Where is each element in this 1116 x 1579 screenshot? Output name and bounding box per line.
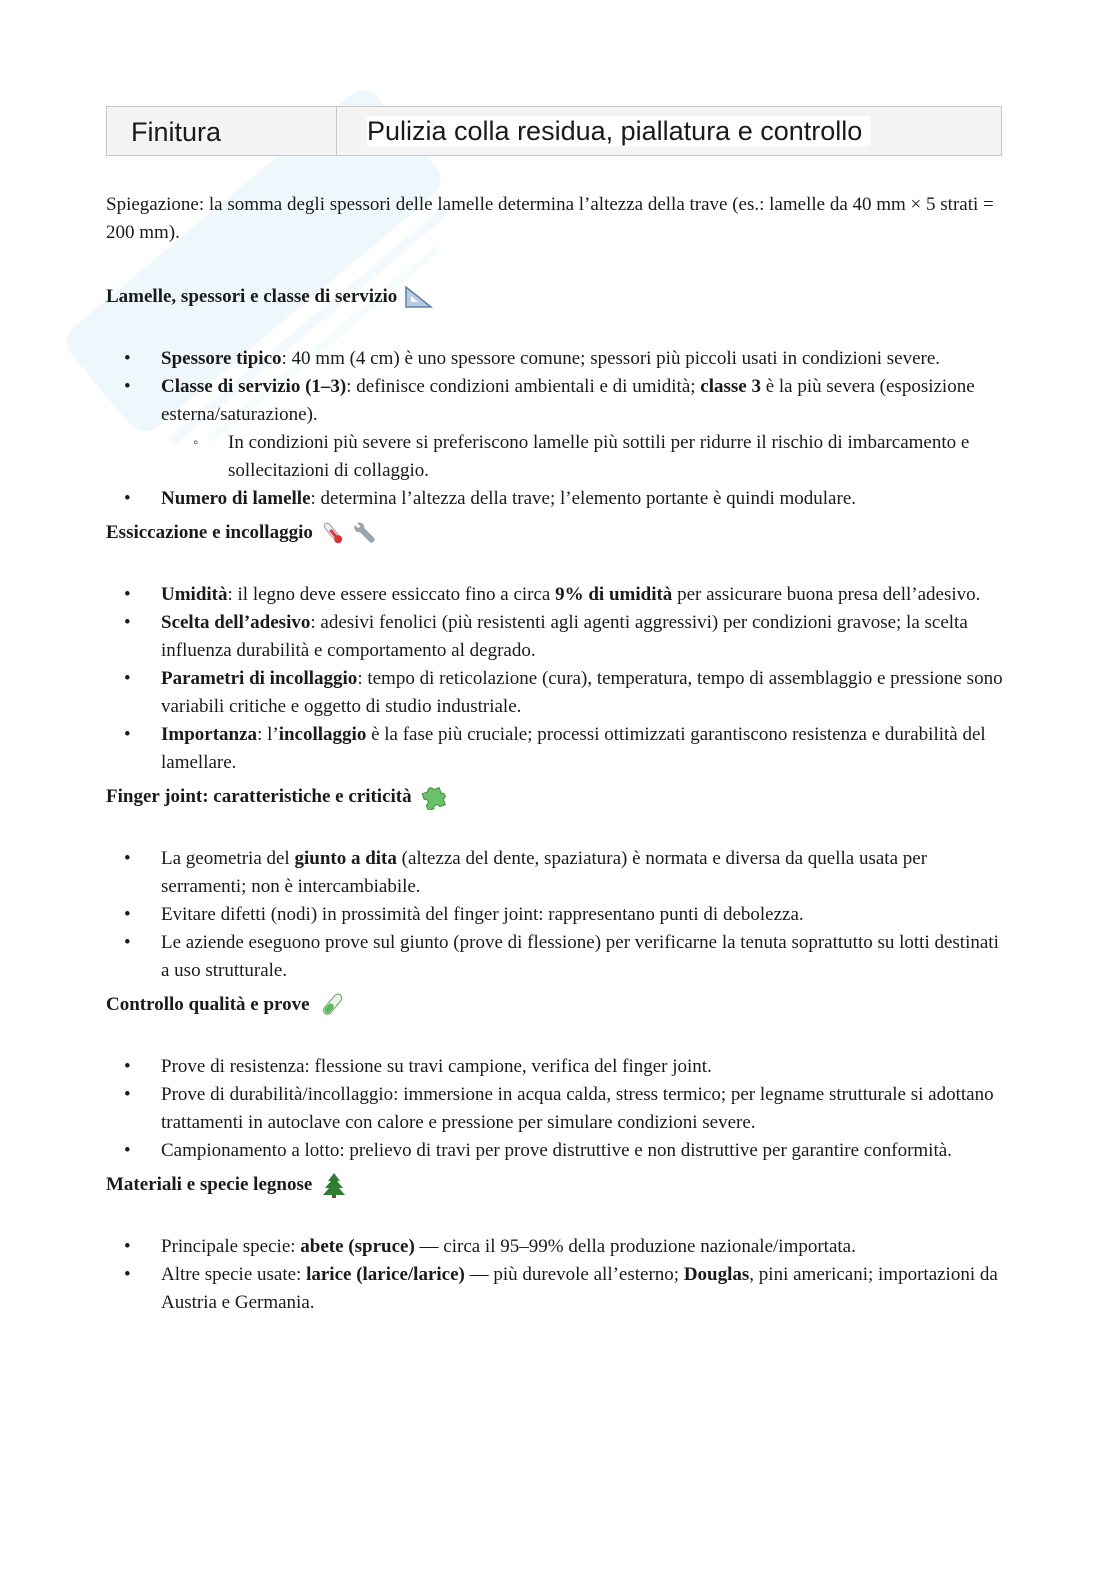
section-title-text: Materiali e specie legnose — [106, 1174, 313, 1195]
section-title-materiali — [106, 1171, 1006, 1199]
list-item: • Le aziende eseguono prove sul giunto (prove di flessione) per verificarne la tenuta soprattutto su lotti destinati a uso strutturale. — [106, 929, 1006, 985]
list-item: • Spessore tipico: 40 mm (4 cm) è uno spessore comune; spessori più piccoli usati in condizioni severe. — [106, 345, 1006, 373]
list-item: • Numero di lamelle: determina l’altezza della trave; l’elemento portante è quindi modulare. — [106, 485, 1006, 513]
list-item: • Evitare difetti (nodi) in prossimità del finger joint: rappresentano punti di debolezza. — [106, 901, 1006, 929]
list-item: • La geometria del giunto a dita (altezza del dente, spaziatura) è normata e diversa da quella usata per serramenti; non è intercambiabile. — [106, 845, 1006, 901]
test-tube-icon — [316, 992, 348, 1018]
list-item: • Campionamento a lotto: prelievo di travi per prove distruttive e non distruttive per garantire conformità. — [106, 1137, 1006, 1165]
section-title-controllo — [106, 991, 1006, 1019]
list-item: • Prove di durabilità/incollaggio: immersione in acqua calda, stress termico; per legname strutturale si adottano trattamenti in autoclave con calore e pressione per simulare condizioni severe. — [106, 1081, 1006, 1137]
section-title-text: Lamelle, spessori e classe di servizio — [106, 286, 398, 307]
section-title-text: Finger joint: caratteristiche e criticità — [106, 786, 412, 807]
list-finger-joint — [106, 845, 1006, 985]
section-title-essiccazione — [106, 519, 1006, 547]
thermometer-icon — [319, 520, 381, 546]
sub-list — [161, 429, 1006, 485]
section-title-finger-joint — [106, 783, 1006, 811]
triangle-ruler-icon — [403, 284, 435, 310]
list-item: • Scelta dell’adesivo: adesivi fenolici (più resistenti agli agenti aggressivi) per condizioni gravose; la scelta influenza durabilità e comportamento al degrado. — [106, 609, 1006, 665]
list-item: • Importanza: l’incollaggio è la fase più cruciale; processi ottimizzati garantiscono resistenza e durabilità del lamellare. — [106, 721, 1006, 777]
section-title-text: Controllo qualità e prove — [106, 994, 310, 1015]
tree-icon — [318, 1172, 350, 1198]
list-item: • Parametri di incollaggio: tempo di reticolazione (cura), temperatura, tempo di assemblaggio e pressione sono variabili critiche e oggetto di studio industriale. — [106, 665, 1006, 721]
list-item: • Umidità: il legno deve essere essiccato fino a circa 9% di umidità per assicurare buona presa dell’adesivo. — [106, 581, 1006, 609]
list-controllo — [106, 1053, 1006, 1165]
list-item: • Classe di servizio (1–3): definisce condizioni ambientali e di umidità; classe 3 è la più severa (esposizione esterna/saturazione). ◦ In condizioni più severe si preferiscono lamelle più sottili per ridurre il rischio di imbarcamento e sollecitazioni di collaggio. — [106, 373, 1006, 485]
puzzle-icon — [418, 784, 450, 810]
table-cell-value — [337, 107, 1001, 155]
list-materiali — [106, 1233, 1006, 1317]
list-item: • Altre specie usate: larice (larice/larice) — più durevole all’esterno; Douglas, pini americani; importazioni da Austria e Germania. — [106, 1261, 1006, 1317]
document-body — [106, 191, 1006, 1317]
section-title-text: Essiccazione e incollaggio — [106, 522, 313, 543]
intro-paragraph: Spiegazione: la somma degli spessori delle lamelle determina l’altezza della trave (es.: lamelle da 40 mm × 5 strati = 200 mm). — [106, 194, 994, 243]
list-essiccazione — [106, 581, 1006, 777]
table-cell-value-text: Pulizia colla residua, piallatura e controllo — [367, 116, 870, 146]
list-lamelle — [106, 345, 1006, 513]
wrench-icon — [352, 520, 377, 545]
list-item: • Prove di resistenza: flessione su travi campione, verifica del finger joint. — [106, 1053, 1006, 1081]
section-title-lamelle — [106, 283, 1006, 311]
list-item: • Principale specie: abete (spruce) — circa il 95–99% della produzione nazionale/importata. — [106, 1233, 1006, 1261]
table-cell-label: Finitura — [107, 107, 337, 155]
summary-table-row — [106, 106, 1002, 156]
sub-list-item: ◦ In condizioni più severe si preferiscono lamelle più sottili per ridurre il rischio di imbarcamento e sollecitazioni di collaggio. — [161, 429, 1006, 485]
